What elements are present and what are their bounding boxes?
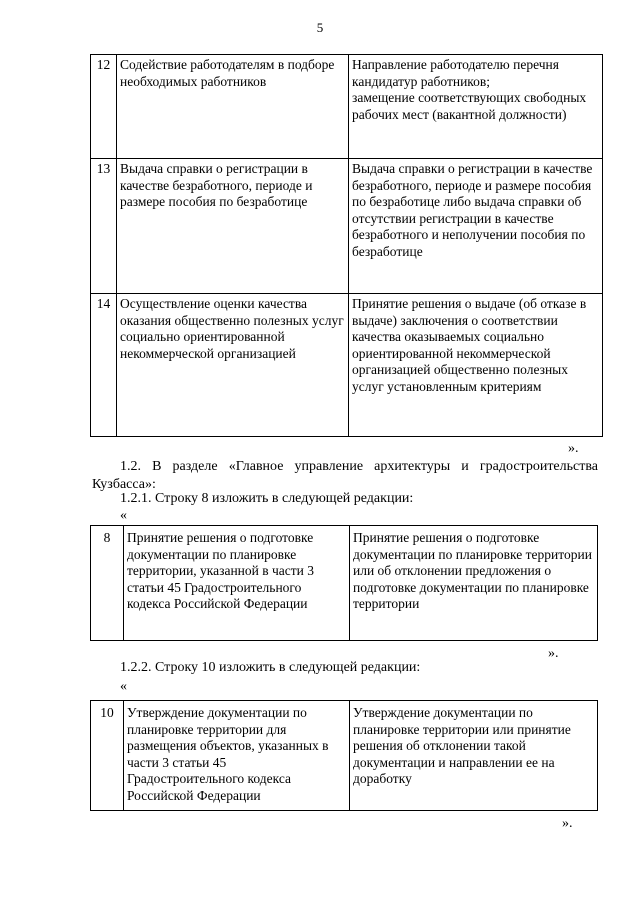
- service-name: Содействие работодателям в подборе необходимых работников: [117, 55, 349, 159]
- closing-quote: ».: [562, 816, 573, 831]
- paragraph-1-2: 1.2. В разделе «Главное управление архитектуры и градостроительства Кузбасса»:: [92, 459, 598, 492]
- opening-quote: «: [120, 679, 127, 694]
- service-name: Принятие решения о подготовке документации по планировке территории, указанной в части 3 статьи 45 Градостроительного кодекса Российской Федерации: [124, 526, 350, 641]
- row-number: 12: [91, 55, 117, 159]
- service-result: Принятие решения о подготовке документации по планировке территории или об отклонении предложения о подготовке документации по планировке территории: [350, 526, 598, 641]
- closing-quote: ».: [568, 441, 579, 456]
- result-line: Направление работодателю перечня кандидатур работников;: [352, 57, 559, 89]
- service-result: Утверждение документации по планировке территории или принятие решения об отклонении такой документации и направлении ее на доработку: [350, 701, 598, 811]
- services-table: [90, 54, 603, 437]
- row-number: 8: [91, 526, 124, 641]
- page-number: 5: [316, 20, 324, 35]
- result-line: Принятие решения о выдаче (об отказе в выдаче) заключения о соответствии качества оказываемых социально ориентированной некоммерческой организацией общественно полезных услуг установленным критериям: [352, 296, 587, 394]
- row-8-table: [90, 525, 598, 641]
- table-row: [91, 55, 603, 159]
- opening-quote: «: [120, 508, 127, 523]
- table-row: [91, 294, 603, 437]
- paragraph-1-2-2: 1.2.2. Строку 10 изложить в следующей редакции:: [120, 660, 421, 675]
- service-name: Утверждение документации по планировке территории для размещения объектов, указанных в части 3 статьи 45 Градостроительного кодекса Российской Федерации: [124, 701, 350, 811]
- service-result: [349, 294, 603, 437]
- service-name: Выдача справки о регистрации в качестве безработного, периоде и размере пособия по безработице: [117, 159, 349, 294]
- row-number: 10: [91, 701, 124, 811]
- service-name: Осуществление оценки качества оказания общественно полезных услуг социально ориентированной некоммерческой организацией: [117, 294, 349, 437]
- row-number: 14: [91, 294, 117, 437]
- row-number: 13: [91, 159, 117, 294]
- paragraph-1-2-1: 1.2.1. Строку 8 изложить в следующей редакции:: [120, 491, 414, 506]
- table-row: [91, 701, 598, 811]
- closing-quote: ».: [548, 646, 559, 661]
- table-row: [91, 159, 603, 294]
- result-line: Выдача справки о регистрации в качестве безработного, периоде и размере пособия по безработице либо выдача справки об отсутствии регистрации в качестве безработного и неполучении пособия по безработице: [352, 161, 593, 259]
- service-result: [349, 159, 603, 294]
- service-result: [349, 55, 603, 159]
- row-10-table: [90, 700, 598, 811]
- result-line: замещение соответствующих свободных рабочих мест (вакантной должности): [352, 90, 587, 122]
- table-row: [91, 526, 598, 641]
